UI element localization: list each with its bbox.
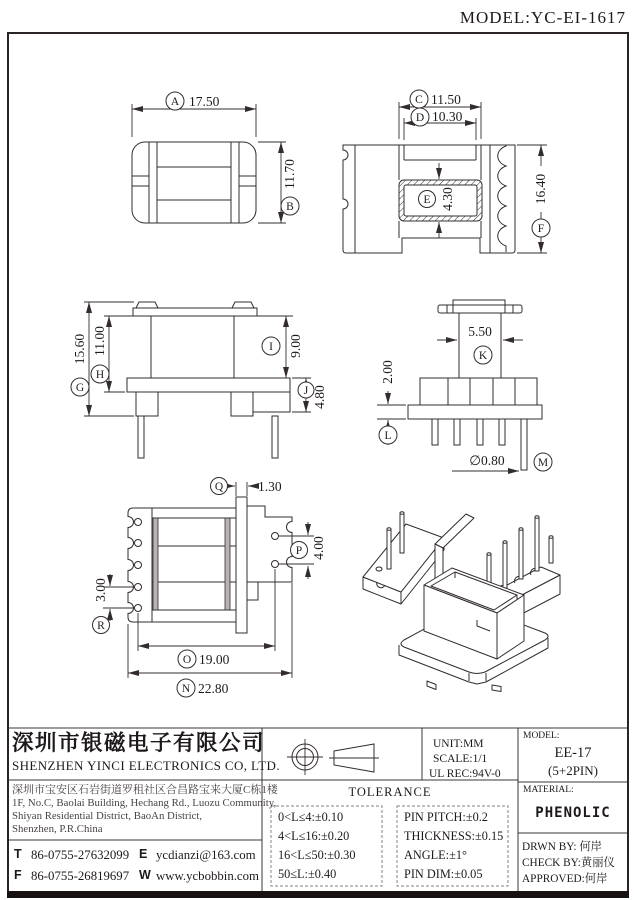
dim-K: [437, 324, 523, 364]
material-label: MATERIAL:: [523, 785, 574, 795]
svg-text:11.50: 11.50: [431, 92, 461, 107]
sheet-model-header: MODEL:YC-EI-1617: [459, 8, 626, 27]
isometric-view: [363, 512, 560, 692]
svg-text:B: B: [286, 201, 294, 213]
fax-label: F: [14, 868, 22, 882]
svg-text:4.00: 4.00: [311, 536, 326, 560]
tolerance-right-row3: ANGLE:±1°: [404, 848, 467, 862]
company-name-en: SHENZHEN YINCI ELECTRONICS CO, LTD.: [12, 758, 280, 773]
dim-J: [292, 378, 327, 412]
web-label: W: [139, 868, 151, 882]
svg-text:G: G: [75, 382, 85, 394]
projection-symbol-icon: [287, 739, 379, 775]
svg-text:17.50: 17.50: [189, 94, 220, 109]
approved-by-value: 何岸: [584, 873, 608, 885]
dim-B: [258, 142, 299, 223]
dim-A: [132, 92, 256, 137]
dim-I: [236, 316, 303, 378]
scale-field: SCALE:1/1: [433, 753, 488, 765]
svg-text:∅0.80: ∅0.80: [469, 453, 505, 468]
svg-text:F: F: [537, 223, 545, 235]
model-pins: (5+2PIN): [548, 763, 598, 778]
model-value: EE-17: [554, 745, 592, 761]
svg-text:Q: Q: [214, 481, 224, 493]
svg-text:O: O: [182, 654, 192, 666]
svg-text:D: D: [415, 112, 425, 124]
tolerance-left-row3: 16<L≤50:±0.30: [278, 848, 356, 862]
svg-text:11.00: 11.00: [92, 326, 107, 356]
svg-text:N: N: [181, 683, 191, 695]
email-address: ycdianzi@163.com: [156, 848, 256, 862]
view-side-section: [343, 90, 550, 253]
view-bobbin-top: [93, 478, 327, 698]
tolerance-title: TOLERANCE: [348, 785, 432, 799]
svg-text:9.00: 9.00: [288, 334, 303, 358]
tolerance-right-row1: PIN PITCH:±0.2: [404, 810, 488, 824]
website: www.ycbobbin.com: [156, 869, 259, 883]
svg-text:16.40: 16.40: [533, 173, 548, 205]
tolerance-left-row4: 50≤L:±0.40: [278, 867, 337, 881]
dim-L: [377, 360, 406, 445]
svg-text:4.80: 4.80: [312, 385, 327, 409]
material-value: PHENOLIC: [535, 805, 611, 821]
tolerance-left-row2: 4<L≤16:±0.20: [278, 829, 350, 843]
dim-M: [452, 453, 552, 471]
svg-text:J: J: [303, 385, 309, 397]
view-front-assembled: [132, 92, 299, 223]
svg-text:K: K: [478, 350, 488, 362]
email-label: E: [139, 847, 148, 861]
svg-text:19.00: 19.00: [199, 652, 230, 667]
svg-text:M: M: [537, 457, 549, 469]
svg-text:5.50: 5.50: [468, 324, 492, 339]
view-bobbin-front: [71, 302, 327, 458]
company-name-cn: 深圳市银磁电子有限公司: [12, 731, 266, 755]
svg-text:10.30: 10.30: [432, 109, 463, 124]
svg-text:R: R: [97, 620, 105, 632]
svg-text:4.30: 4.30: [440, 187, 455, 211]
dim-Q: [211, 478, 282, 497]
approved-by-row: [522, 873, 607, 885]
fax-number: 86-0755-26819697: [31, 869, 130, 883]
drawn-by-label: DRWN BY:: [522, 841, 577, 853]
tolerance-right-row2: THICKNESS:±0.15: [404, 829, 504, 843]
svg-text:A: A: [170, 96, 180, 108]
check-by-value: 黄丽仪: [580, 857, 615, 869]
model-label: MODEL:: [523, 731, 560, 741]
tolerance-right-row4: PIN DIM:±0.05: [404, 867, 483, 881]
svg-text:1.30: 1.30: [258, 479, 282, 494]
dim-G: [71, 302, 134, 416]
approved-by-label: APPROVED:: [522, 873, 585, 885]
unit-field: UNIT:MM: [433, 738, 484, 750]
check-by-label: CHECK BY:: [522, 857, 581, 869]
tolerance-left-row1: 0<L≤4:±0.10: [278, 810, 344, 824]
address-cn: 深圳市宝安区石岩街道罗租社区合昌路宝来大厦C栋1楼: [12, 784, 278, 796]
svg-text:L: L: [384, 430, 392, 442]
svg-text:22.80: 22.80: [198, 681, 229, 696]
svg-text:E: E: [423, 194, 431, 206]
svg-text:P: P: [295, 545, 303, 557]
svg-text:C: C: [415, 94, 423, 106]
dim-F: [517, 145, 550, 253]
dim-R: [93, 574, 134, 634]
drawn-by-value: 何岸: [579, 841, 602, 853]
drawn-by-row: [522, 841, 602, 853]
view-bobbin-side: [377, 300, 552, 471]
tel-label: T: [14, 847, 22, 861]
ul-rec-field: UL REC:94V-0: [429, 768, 501, 780]
address-en-line1: 1F, No.C, Baolai Building, Hechang Rd., Luozu Community,: [12, 797, 277, 809]
svg-text:I: I: [269, 341, 273, 353]
svg-text:11.70: 11.70: [282, 159, 297, 189]
address-en-line2: Shiyan Residential District, BaoAn District,: [12, 810, 203, 822]
dim-D: [404, 108, 476, 140]
svg-text:2.00: 2.00: [380, 360, 395, 384]
svg-text:H: H: [95, 369, 105, 381]
check-by-row: [522, 857, 615, 869]
tel-number: 86-0755-27632099: [31, 848, 130, 862]
svg-text:3.00: 3.00: [93, 578, 108, 602]
address-en-line3: Shenzhen, P.R.China: [12, 823, 103, 835]
svg-text:15.60: 15.60: [72, 333, 87, 365]
